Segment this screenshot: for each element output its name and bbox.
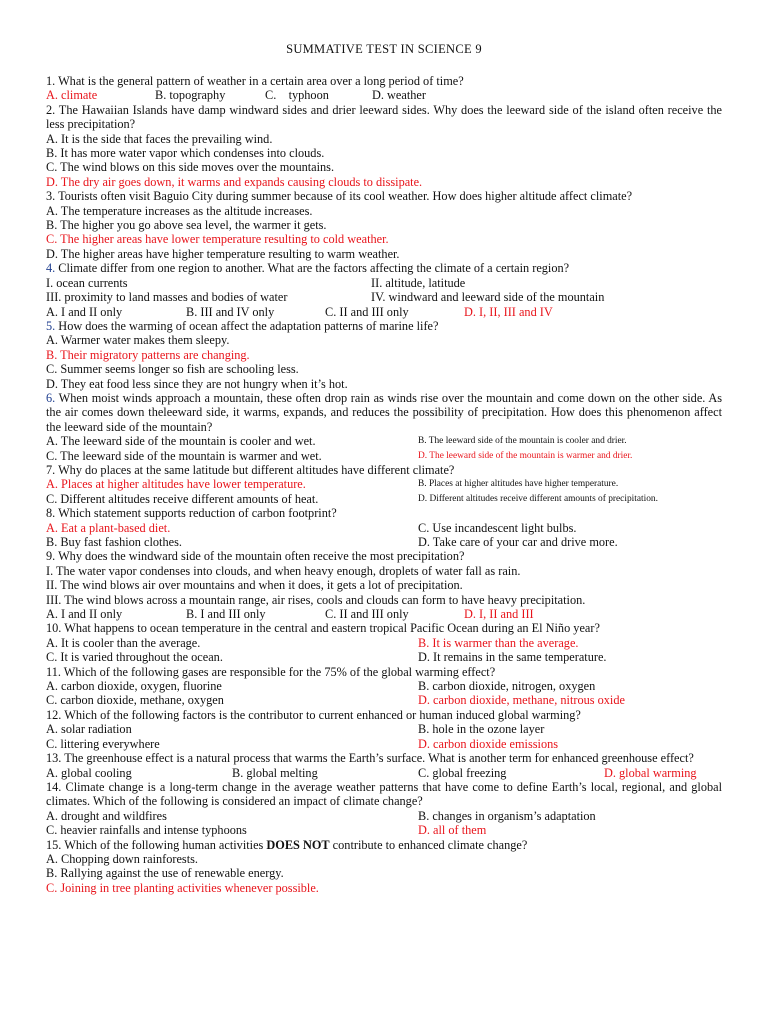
choice: D. The higher areas have higher temperature resulting to warm weather. [46, 246, 400, 261]
statement: III. The wind blows across a mountain range, air rises, cools and clouds can form to have heavy precipitation. [46, 592, 586, 607]
question-9: 9. Why does the windward side of the mountain often receive the most precipitation? [46, 549, 465, 564]
choice: A. Chopping down rainforests. [46, 851, 198, 866]
choice: A. climate [46, 88, 98, 103]
choice: A. Warmer water makes them sleepy. [46, 333, 230, 348]
question-7: 7. Why do places at the same latitude but different altitudes have different climate? [46, 462, 455, 477]
choice: B. Their migratory patterns are changing. [46, 347, 250, 362]
choices-8a [46, 521, 722, 535]
choice: C. The wind blows on this side moves over the mountains. [46, 160, 335, 175]
statements-4b [46, 290, 722, 304]
choices-7b [46, 492, 722, 506]
choice: A. It is cooler than the average. [46, 635, 201, 650]
choice: D. It remains in the same temperature. [418, 650, 607, 665]
choice: A. Eat a plant-based diet. [46, 520, 171, 535]
choices-1 [46, 88, 722, 102]
question-10: 10. What happens to ocean temperature in the central and eastern tropical Pacific Ocean during an El Niño year? [46, 621, 600, 636]
choice: D. carbon dioxide emissions [418, 736, 559, 751]
choice: B. changes in organism’s adaptation [418, 808, 596, 823]
choices-13 [46, 766, 722, 780]
choice: D. Different altitudes receive different amounts of precipitation. [418, 493, 658, 504]
choice: D. The leeward side of the mountain is warmer and drier. [418, 450, 633, 461]
statements-4 [46, 276, 722, 290]
choices-12a [46, 722, 722, 736]
question-13: 13. The greenhouse effect is a natural process that warms the Earth’s surface. What is another term for enhanced greenhouse effect? [46, 751, 694, 766]
choice: A. Places at higher altitudes have lower temperature. [46, 477, 306, 492]
choice: C. The leeward side of the mountain is warmer and wet. [46, 448, 322, 463]
choice: B. It is warmer than the average. [418, 635, 579, 650]
choice: C. global freezing [418, 765, 507, 780]
choice: A. The leeward side of the mountain is cooler and wet. [46, 434, 316, 449]
question-1: 1. What is the general pattern of weather in a certain area over a long period of time? [46, 74, 464, 88]
statement: III. proximity to land masses and bodies of water [46, 290, 288, 305]
choice: B. Places at higher altitudes have higher temperature. [418, 479, 619, 490]
choice: C. II and III only [325, 304, 409, 319]
choice: C. Use incandescent light bulbs. [418, 520, 577, 535]
choice: D. The dry air goes down, it warms and expands causing clouds to dissipate. [46, 174, 423, 189]
choices-4 [46, 305, 722, 319]
choice: C. The higher areas have lower temperature resulting to cold weather. [46, 232, 389, 247]
question-8: 8. Which statement supports reduction of carbon footprint? [46, 506, 337, 521]
statement: IV. windward and leeward side of the mountain [371, 290, 605, 305]
question-5: 5. How does the warming of ocean affect the adaptation patterns of marine life? [46, 318, 439, 333]
choice: D. I, II and III [464, 607, 534, 622]
choice: A. drought and wildfires [46, 808, 167, 823]
choice: D. global warming [604, 765, 697, 780]
choices-10a [46, 636, 722, 650]
choice: B. The leeward side of the mountain is cooler and drier. [418, 436, 627, 447]
question-4: 4. Climate differ from one region to another. What are the factors affecting the climate of a certain region? [46, 261, 570, 276]
choice: A. It is the side that faces the prevailing wind. [46, 131, 273, 146]
choice: B. I and III only [186, 607, 266, 622]
choice: B. Rallying against the use of renewable energy. [46, 866, 284, 881]
statement: I. The water vapor condenses into clouds, and when heavy enough, droplets of water fall as rain. [46, 563, 521, 578]
choice: A. solar radiation [46, 722, 132, 737]
choices-7a [46, 477, 722, 491]
statement: II. The wind blows air over mountains and when it does, it gets a lot of precipitation. [46, 578, 463, 593]
choice: C. heavier rainfalls and intense typhoons [46, 823, 247, 838]
choice: C. typhoon [265, 88, 329, 103]
choice: B. hole in the ozone layer [418, 722, 545, 737]
choice: B. carbon dioxide, nitrogen, oxygen [418, 679, 596, 694]
choice: C. littering everywhere [46, 736, 160, 751]
choices-11a [46, 679, 722, 693]
page-title: SUMMATIVE TEST IN SCIENCE 9 [286, 42, 482, 56]
choice: B. III and IV only [186, 304, 275, 319]
choice: B. topography [155, 88, 226, 103]
question-11: 11. Which of the following gases are responsible for the 75% of the global warming effect? [46, 664, 496, 679]
choices-6a [46, 434, 722, 448]
choice: B. It has more water vapor which condenses into clouds. [46, 146, 325, 161]
choices-11b [46, 693, 722, 707]
choice: B. Buy fast fashion clothes. [46, 535, 182, 549]
choice: A. global cooling [46, 765, 132, 780]
choices-9 [46, 607, 722, 621]
choice: D. weather [372, 88, 426, 103]
question-15: 15. Which of the following human activities DOES NOT contribute to enhanced climate change? [46, 837, 528, 852]
choice: D. They eat food less since they are not hungry when it’s hot. [46, 376, 348, 391]
choice: B. The higher you go above sea level, the warmer it gets. [46, 218, 327, 233]
question-14: 14. Climate change is a long-term change in the average weather patterns that have come to define Earth’s local, regional, and global climates. Which of the following is considered an impact of climate change? [46, 779, 722, 809]
choice: A. The temperature increases as the altitude increases. [46, 203, 313, 218]
choice: A. carbon dioxide, oxygen, fluorine [46, 679, 222, 694]
question-list [46, 74, 722, 895]
choice: C. Different altitudes receive different amounts of heat. [46, 491, 319, 506]
choices-14a [46, 809, 722, 823]
choices-6b [46, 449, 722, 463]
choices-14b [46, 823, 722, 837]
choice: C. Joining in tree planting activities whenever possible. [46, 880, 319, 895]
question-3: 3. Tourists often visit Baguio City during summer because of its cool weather. How does higher altitude affect climate? [46, 189, 633, 204]
choices-10b [46, 650, 722, 664]
choice: C. It is varied throughout the ocean. [46, 650, 223, 665]
choice: D. I, II, III and IV [464, 304, 553, 319]
question-2: 2. The Hawaiian Islands have damp windward sides and drier leeward sides. Why does the leeward side of the island often receive the less precipitation? [46, 102, 722, 132]
choice: D. Take care of your car and drive more. [418, 535, 618, 549]
choice: A. I and II only [46, 607, 123, 622]
choice: C. carbon dioxide, methane, oxygen [46, 693, 224, 708]
choice: C. Summer seems longer so fish are schooling less. [46, 362, 299, 377]
choices-8b [46, 535, 722, 549]
choice: C. II and III only [325, 607, 409, 622]
choice: A. I and II only [46, 304, 123, 319]
choice: D. all of them [418, 823, 487, 838]
choice: B. global melting [232, 765, 318, 780]
question-6: 6. When moist winds approach a mountain, these often drop rain as winds rise over the mountain and come down on the other side. As the air comes down theleeward side, it warms, expands, and reduces the possibility of precipitation. How does this phenomenon affect the leeward side of the mountain? [46, 390, 722, 434]
choices-12b [46, 737, 722, 751]
statement: I. ocean currents [46, 275, 128, 290]
choice: D. carbon dioxide, methane, nitrous oxide [418, 693, 625, 708]
statement: II. altitude, latitude [371, 275, 466, 290]
question-12: 12. Which of the following factors is the contributor to current enhanced or human induced global warming? [46, 707, 581, 722]
